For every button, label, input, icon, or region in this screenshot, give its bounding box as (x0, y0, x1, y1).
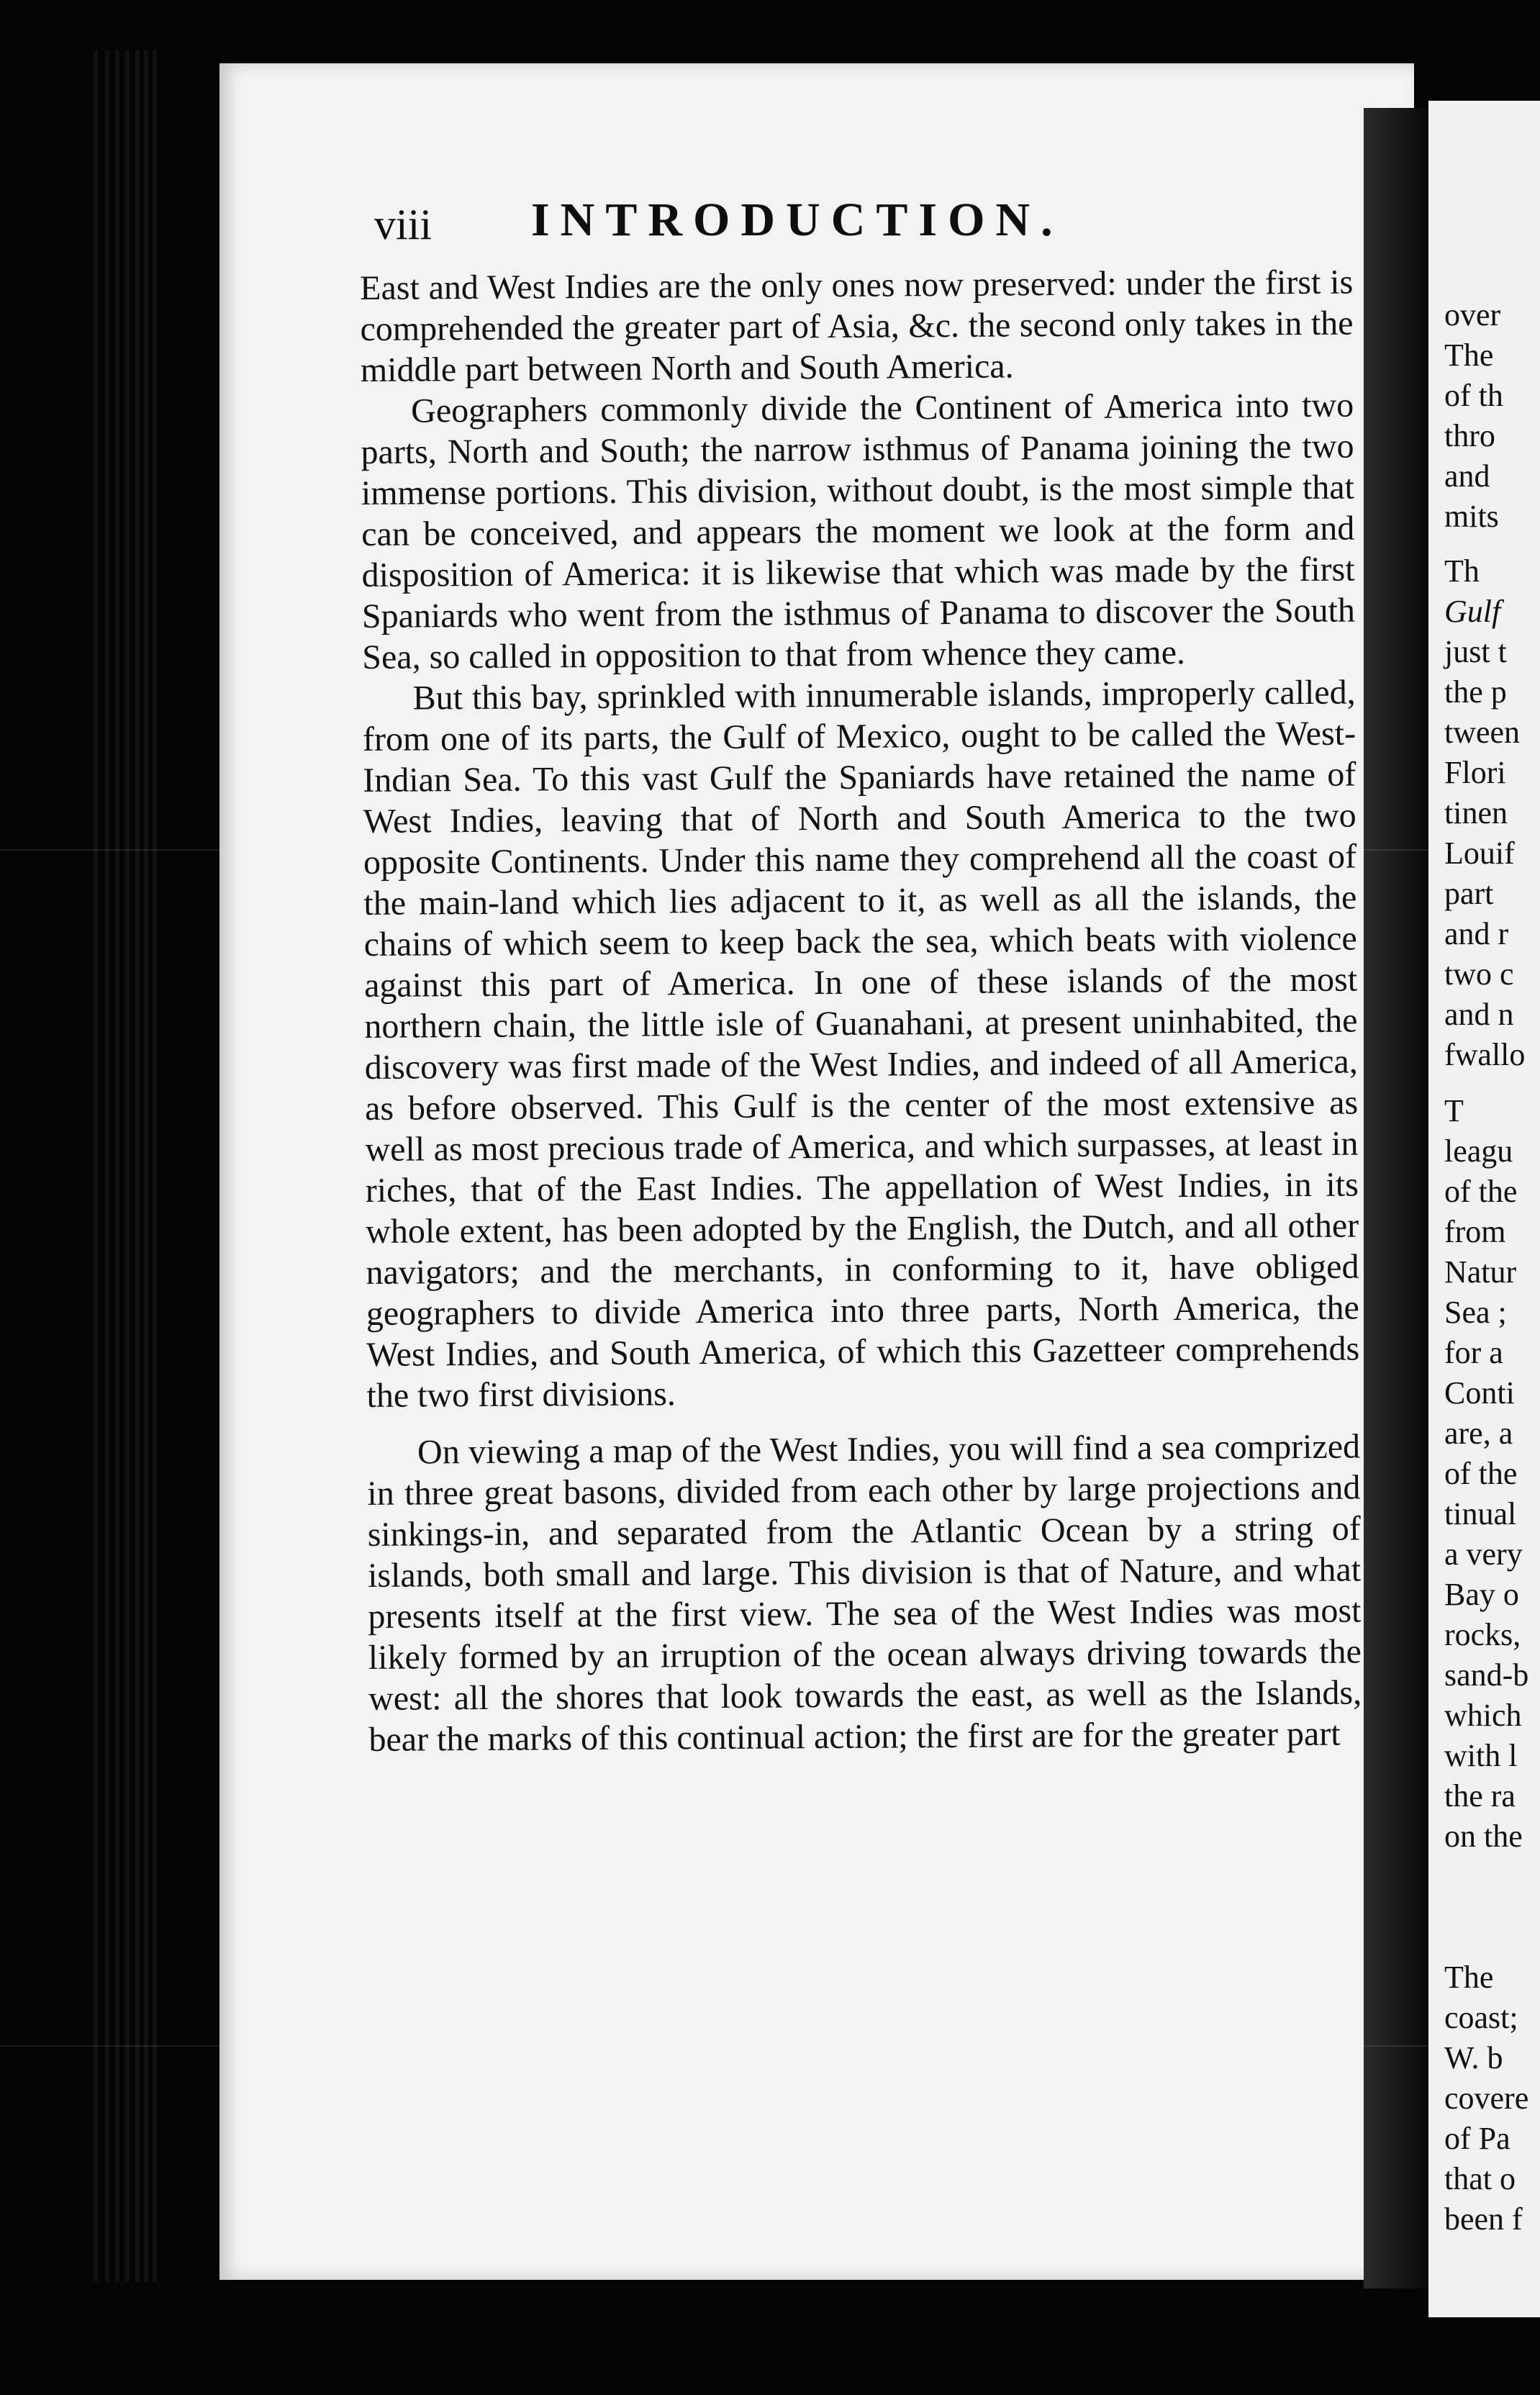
facing-block-3: T leagu of the from Natur Sea ; for a Conti are, a of the tinual a very Bay o rocks, sand-b which with l the ra on the (1444, 1093, 1529, 1854)
paragraph-1: East and West Indies are the only ones now preserved: under the first is comprehended the greater part of Asia, &c. the second only takes in the middle part between North and South America. (360, 263, 1354, 389)
paragraph-2: Geographers commonly divide the Continent of America into two parts, North and South; the narrow isthmus of Panama joining the two immense portions. This division, without doubt, is the most simple that can be conceived, and appears the moment we look at the form and disposition of America: it is likewise that which was made by the first Spaniards who went from the isthmus of Panama to discover the South Sea, so called in opposition to that from whence they came. (361, 386, 1356, 676)
paragraph-3: But this bay, sprinkled with innumerable islands, improperly called, from one of its parts, the Gulf of Mexico, ought to be called the West-Indian Sea. To this vast Gulf the Spaniards have retained the name of West Indies, leaving that of North and South America to the two opposite Continents. Under this name they comprehend all the coast of the main-land which lies adjacent to it, as well as all the islands, the chains of which seem to keep back the sea, which beats with violence against this part of America. In one of these islands of the most northern chain, the little isle of Guanahani, at present uninhabited, the discovery was first made of the West Indies, and indeed of all America, as before observed. This Gulf is the center of the most extensive as well as most precious trade of America, and which surpasses, at least in riches, that of the East Indies. The appellation of West Indies, in its whole extent, has been adopted by the English, the Dutch, and all other navigators; and the merchants, in conforming to it, have obliged geographers to divide America into three parts, North America, the West Indies, and South America, of which this Gazetteer comprehends the two first divisions. (362, 673, 1360, 1415)
facing-block-1: over The of th thro and mits (1444, 297, 1503, 534)
facing-block-4: The coast; W. b covere of Pa that o been f (1444, 1960, 1529, 2237)
running-head-title: INTRODUCTION. (531, 194, 1064, 246)
binding-gutter (1364, 108, 1428, 2288)
page-number: viii (374, 201, 432, 248)
facing-page (1428, 101, 1540, 2317)
scan-artifact-line (0, 2045, 1540, 2047)
body-text (360, 262, 1362, 1760)
facing-block-2: Th Gulf just t the p tween Flori tinen Louif part and r two c and n fwallo (1444, 553, 1526, 1072)
paragraph-4: On viewing a map of the West Indies, you will find a sea comprized in three great basons, divided from each other by large projections and sinkings-in, and separated from the Atlantic Ocean by a string of islands, both small and large. This division is that of Nature, and what presents itself at the first view. The sea of the West Indies was most likely formed by an irruption of the ocean always driving towards the west: all the shores that look towards the east, as well as the Islands, bear the marks of this continual action; the first are for the greater part (367, 1427, 1362, 1759)
scan-artifact-line (0, 849, 1540, 851)
